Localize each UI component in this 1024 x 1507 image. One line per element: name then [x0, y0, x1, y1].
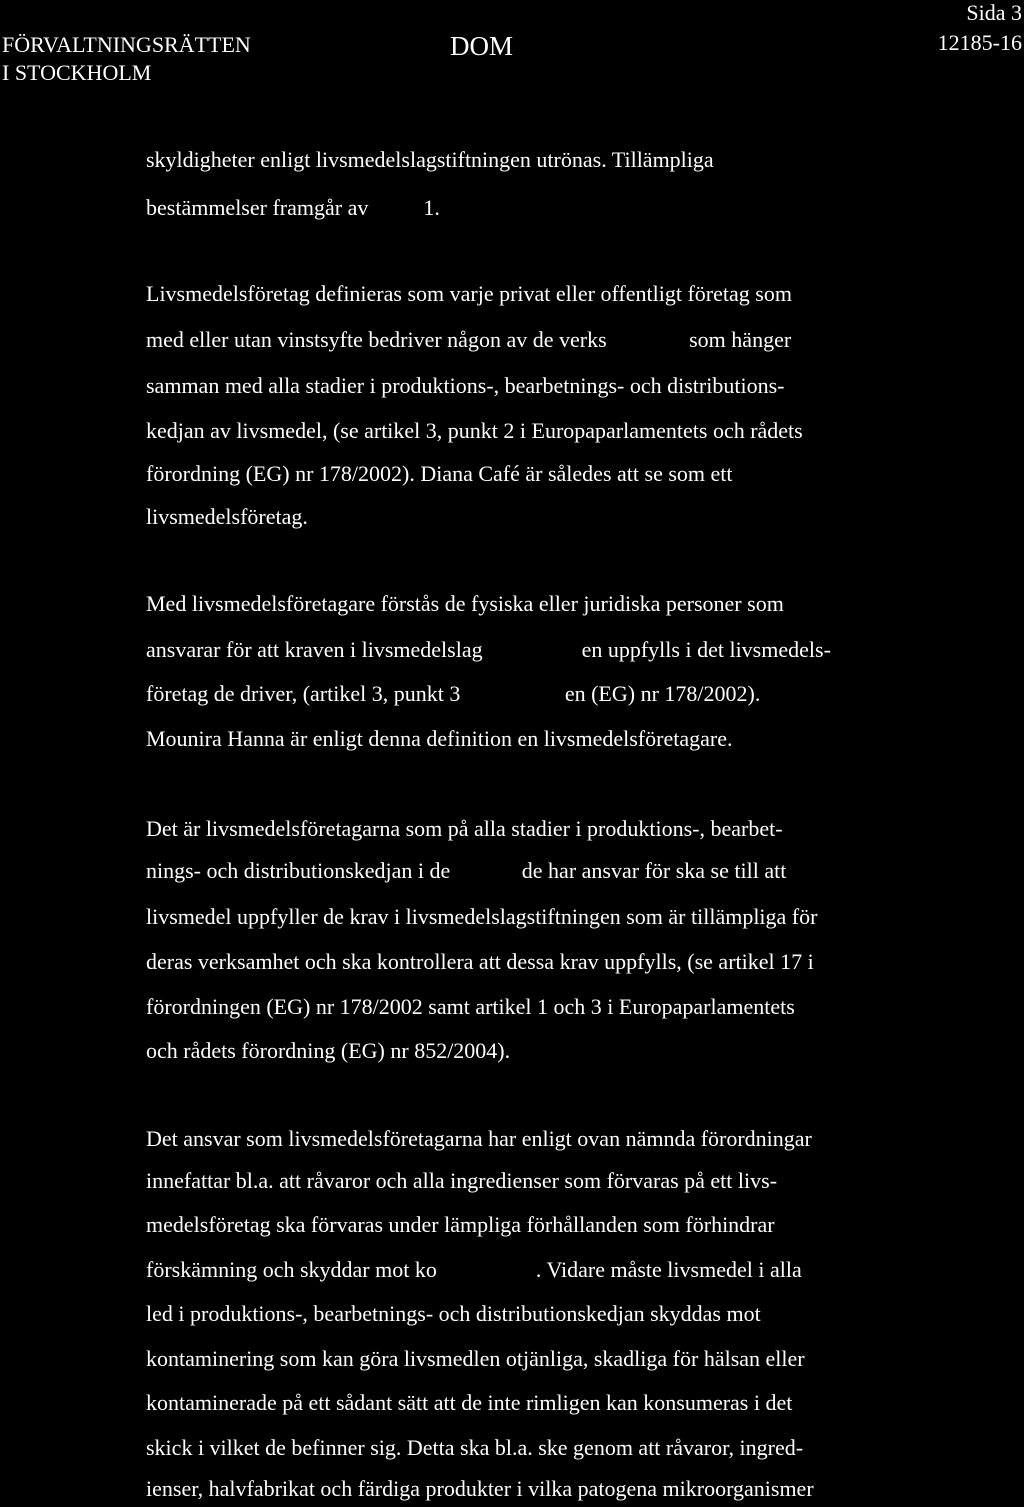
body-line: med eller utan vinstsyfte bedriver någon av de verks som hänger	[146, 327, 792, 352]
body-line: ienser, halvfabrikat och färdiga produkter i vilka patogena mikroorganismer	[146, 1476, 814, 1501]
court-name-line1: FÖRVALTNINGSRÄTTEN	[2, 32, 251, 57]
body-line: bestämmelser framgår av 1.	[146, 195, 440, 220]
body-line: Det är livsmedelsföretagarna som på alla stadier i produktions-, bearbet-	[146, 816, 783, 841]
body-line: förskämning och skyddar mot ko . Vidare måste livsmedel i alla	[146, 1257, 802, 1282]
body-line: kontaminering som kan göra livsmedlen otjänliga, skadliga för hälsan eller	[146, 1346, 805, 1371]
body-line: företag de driver, (artikel 3, punkt 3 en (EG) nr 178/2002).	[146, 681, 761, 706]
body-line: kontaminerade på ett sådant sätt att de inte rimligen kan konsumeras i det	[146, 1390, 793, 1415]
court-name-line2: I STOCKHOLM	[2, 60, 152, 85]
body-line: förordningen (EG) nr 178/2002 samt artikel 1 och 3 i Europaparlamentets	[146, 994, 795, 1019]
body-line: ansvarar för att kraven i livsmedelslag en uppfylls i det livsmedels-	[146, 637, 831, 662]
document-type: DOM	[450, 31, 514, 61]
body-line: Med livsmedelsföretagare förstås de fysiska eller juridiska personer som	[146, 591, 784, 616]
body-line: kedjan av livsmedel, (se artikel 3, punkt 2 i Europaparlamentets och rådets	[146, 418, 803, 443]
case-number: 12185-16	[937, 30, 1022, 55]
body-line: livsmedel uppfyller de krav i livsmedelslagstiftningen som är tillämpliga för	[146, 904, 818, 929]
body-line: innefattar bl.a. att råvaror och alla ingredienser som förvaras på ett livs-	[146, 1168, 778, 1193]
body-line: led i produktions-, bearbetnings- och distributionskedjan skyddas mot	[146, 1301, 761, 1326]
body-line: Livsmedelsföretag definieras som varje privat eller offentligt företag som	[146, 281, 792, 306]
body-line: skick i vilket de befinner sig. Detta ska bl.a. ske genom att råvaror, ingred-	[146, 1435, 804, 1460]
body-line: och rådets förordning (EG) nr 852/2004).	[146, 1038, 511, 1063]
body-line: samman med alla stadier i produktions-, bearbetnings- och distributions-	[146, 373, 785, 398]
body-line: Det ansvar som livsmedelsföretagarna har enligt ovan nämnda förordningar	[146, 1126, 812, 1151]
body-line: nings- och distributionskedjan i de de har ansvar för ska se till att	[146, 858, 787, 883]
body-line: livsmedelsföretag.	[146, 504, 308, 529]
body-line: skyldigheter enligt livsmedelslagstiftningen utrönas. Tillämpliga	[146, 147, 714, 172]
body-line: Mounira Hanna är enligt denna definition en livsmedelsföretagare.	[146, 726, 733, 751]
body-line: medelsföretag ska förvaras under lämpliga förhållanden som förhindrar	[146, 1212, 775, 1237]
page-number: Sida 3	[966, 0, 1022, 25]
body-line: deras verksamhet och ska kontrollera att dessa krav uppfylls, (se artikel 17 i	[146, 949, 814, 974]
body-line: förordning (EG) nr 178/2002). Diana Café är således att se som ett	[146, 461, 733, 486]
